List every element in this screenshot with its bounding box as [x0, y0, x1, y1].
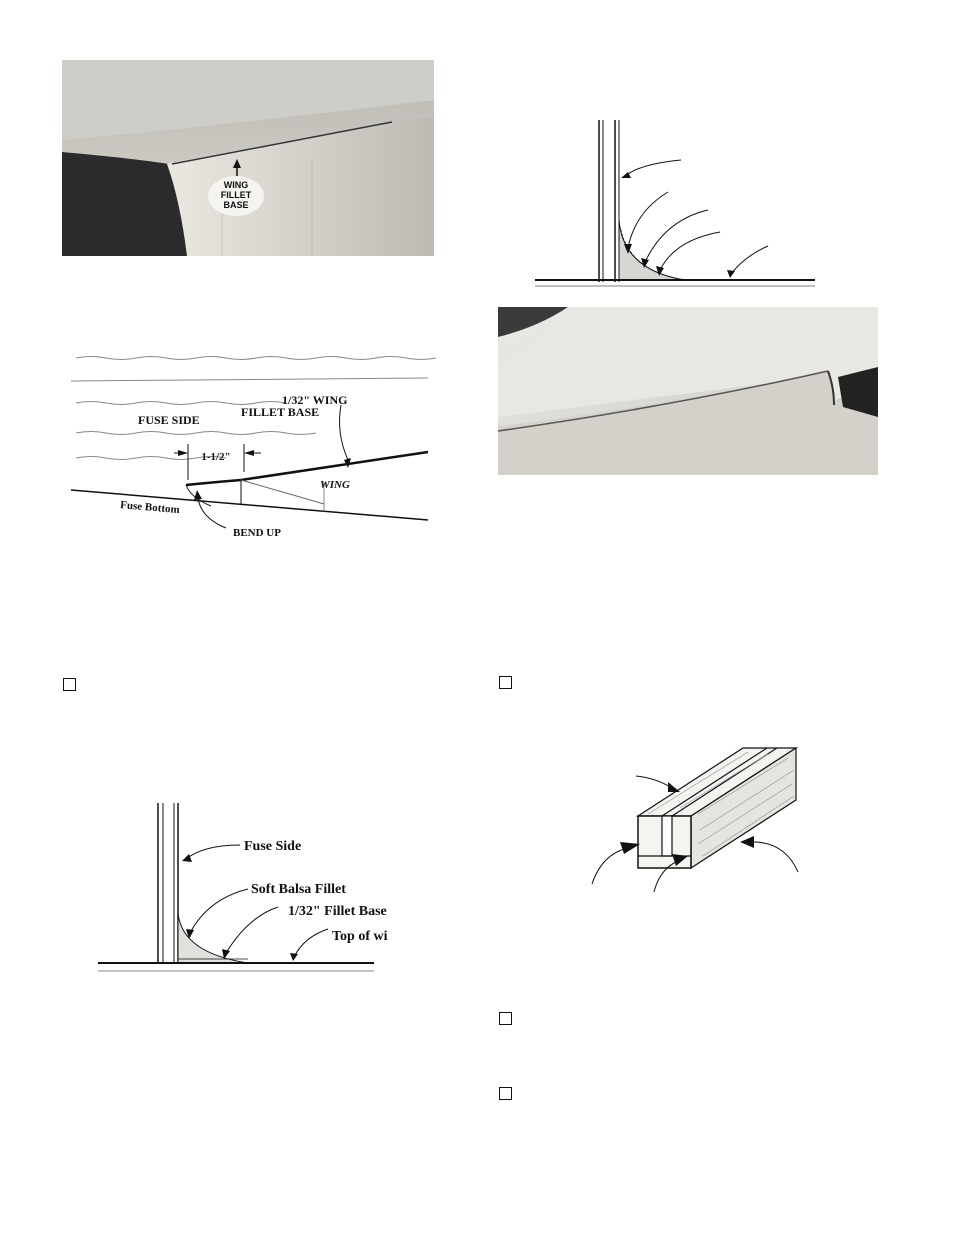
- dimension-label: 1-1/2": [201, 451, 231, 463]
- fillet-cross-section-unlabeled: [535, 120, 825, 300]
- fuse-side-label: Fuse Side: [244, 839, 302, 854]
- fuse-side-label: FUSE SIDE: [138, 413, 200, 427]
- photo-label-line-1: WING: [223, 180, 249, 190]
- top-of-wing-label: Top of wi: [332, 929, 388, 944]
- step-checkbox-right-3[interactable]: [499, 1087, 512, 1100]
- bend-up-label: BEND UP: [233, 527, 281, 539]
- finished-fillet-photo: [498, 307, 878, 475]
- photo-label-line-2: FILLET: [220, 190, 252, 200]
- fuse-bottom-label: Fuse Bottom: [119, 499, 181, 517]
- step-checkbox-right-1[interactable]: [499, 676, 512, 689]
- soft-balsa-fillet-label: Soft Balsa Fillet: [251, 882, 346, 897]
- balsa-block-diagram: [588, 744, 808, 894]
- step-checkbox-left[interactable]: [63, 678, 76, 691]
- fillet-base-label: 1/32" Fillet Base: [288, 904, 387, 919]
- wing-fillet-base-photo: [62, 60, 434, 256]
- fillet-side-view-diagram: [66, 348, 436, 548]
- photo-label-line-3: BASE: [223, 200, 249, 210]
- fillet-base-label-line-1: 1/32" WING: [282, 393, 348, 407]
- fillet-cross-section-labeled: [98, 803, 388, 983]
- wing-label: WING: [320, 479, 350, 491]
- fillet-base-label-line-2: FILLET BASE: [241, 405, 320, 419]
- step-checkbox-right-2[interactable]: [499, 1012, 512, 1025]
